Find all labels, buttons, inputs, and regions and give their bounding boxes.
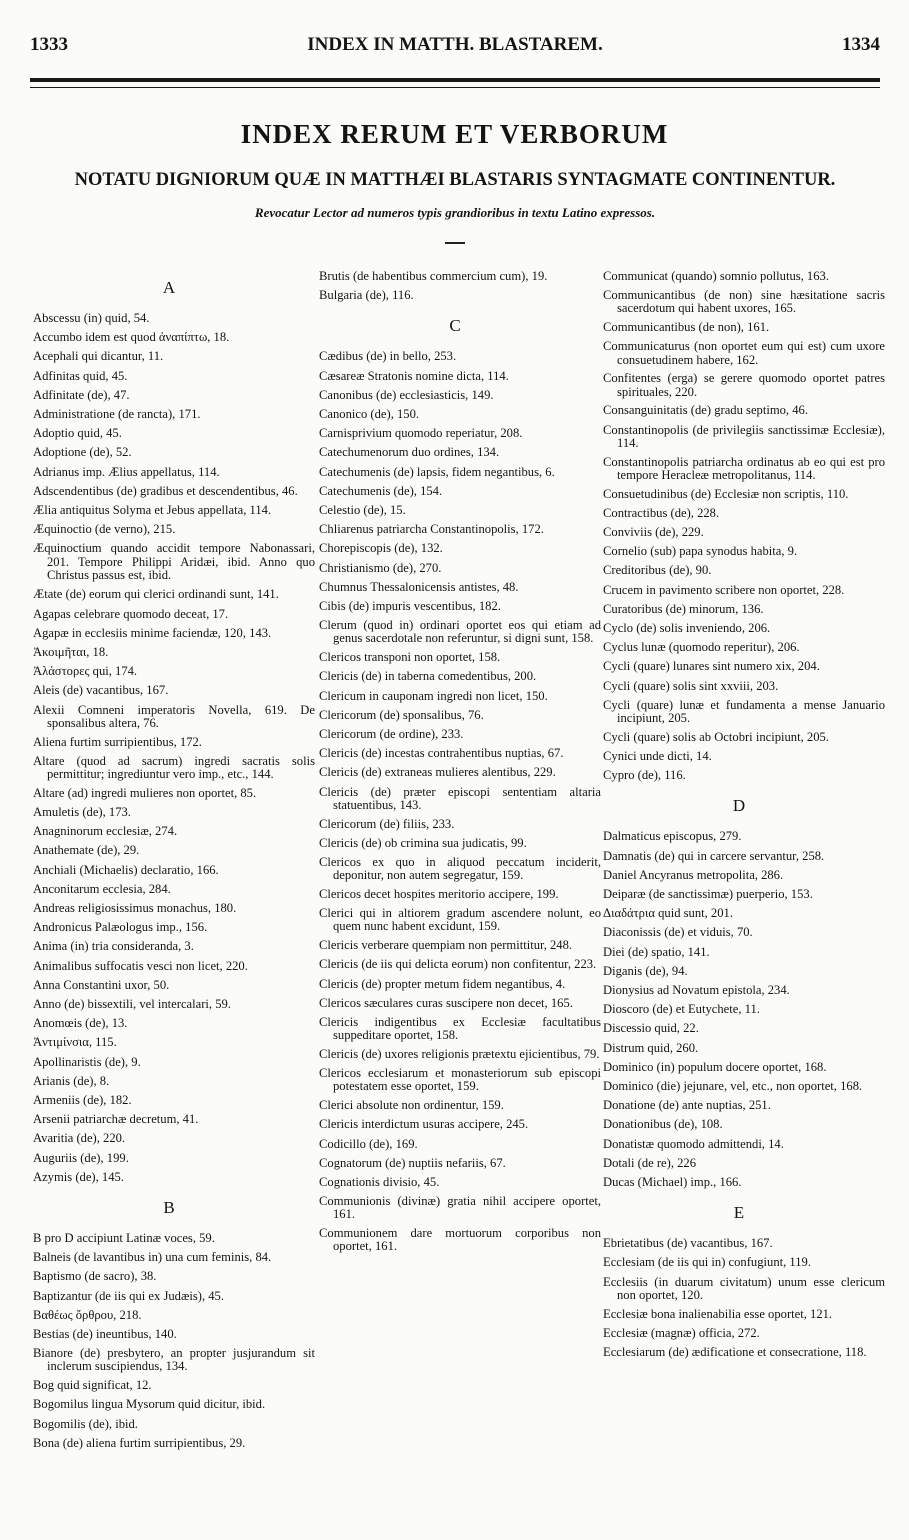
index-entry: Avaritia (de), 220. [33, 1131, 126, 1146]
index-entry: Ecclesiæ (magnæ) officia, 272. [603, 1325, 760, 1340]
index-entry: Cycli (quare) solis ab Octobri incipiunt, 205. [603, 729, 829, 744]
index-entry: Arsenii patriarchæ decretum, 41. [33, 1112, 199, 1127]
index-entry: Ducas (Michael) imp., 166. [603, 1175, 742, 1189]
index-entry: Clericis indigentibus ex Ecclesiæ facultatibus suppeditare oportet, 158. [319, 1015, 601, 1043]
index-entry: Ebrietatibus (de) vacantibus, 167. [603, 1236, 773, 1251]
index-entry: Brutis (de habentibus commercium cum), 19. [319, 269, 548, 283]
title-separator [445, 242, 465, 244]
index-entry: Baptismo (de sacro), 38. [33, 1269, 157, 1284]
index-entry: Clericis (de) in taberna comedentibus, 200. [319, 669, 537, 684]
header-rule-thin [30, 87, 880, 88]
index-entry: Communicantibus (de non) sine hæsitatione sacris sacerdotum qui habent uxores, 165. [603, 288, 885, 316]
index-entry: Communionis (divinæ) gratia nihil accipere oportet, 161. [319, 1194, 601, 1222]
index-entry: Abscessu (in) quid, 54. [33, 311, 150, 325]
index-entry: Donatione (de) ante nuptias, 251. [603, 1098, 771, 1113]
reader-note: Revocatur Lector ad numeros typis grandioribus in textu Latino expressos. [254, 205, 656, 220]
index-entry: Aliena furtim surripientibus, 172. [33, 734, 202, 749]
section-letter: B [163, 1198, 175, 1217]
index-entry: Aleis (de) vacantibus, 167. [33, 683, 169, 698]
index-entry: Agapas celebrare quomodo deceat, 17. [33, 606, 229, 621]
index-entry: Clericos transponi non oportet, 158. [319, 650, 501, 665]
running-head [30, 34, 880, 62]
index-entry: Cornelio (sub) papa synodus habita, 9. [603, 544, 798, 559]
index-entry: Anathemate (de), 29. [33, 843, 140, 858]
index-entry: Ecclesiæ bona inalienabilia esse oportet, 121. [603, 1306, 833, 1321]
index-entry: Clericis (de) ob crimina sua judicatis, 99. [319, 835, 527, 850]
index-entry: Cognatorum (de) nuptiis nefariis, 67. [319, 1155, 506, 1170]
index-entry: Cycli (quare) solis sint xxviii, 203. [603, 678, 779, 693]
index-entry: Creditoribus (de), 90. [603, 563, 712, 578]
index-entry: Canonico (de), 150. [319, 407, 420, 421]
index-entry: Cædibus (de) in bello, 253. [319, 349, 457, 364]
index-entry: Cyclus lunæ (quomodo reperitur), 206. [603, 640, 800, 655]
index-entry: Dominico (in) populum docere oportet, 168. [603, 1059, 827, 1074]
index-entry: Æquinoctio (de verno), 215. [33, 522, 176, 537]
index-entry: Diganis (de), 94. [603, 963, 688, 978]
index-entry: Ecclesiis (in duarum civitatum) unum esse clericum non oportet, 120. [603, 1274, 885, 1302]
index-entry: Daniel Ancyranus metropolita, 286. [603, 867, 784, 882]
index-entry: Communicaturus (non oportet eum qui est) cum uxore consuetudinem habere, 162. [603, 339, 885, 367]
index-entry: Damnatis (de) qui in carcere servantur, 258. [603, 848, 825, 863]
index-entry: Contractibus (de), 228. [603, 505, 720, 520]
index-entry: Ætate (de) eorum qui clerici ordinandi sunt, 141. [33, 587, 279, 602]
index-entry: Deiparæ (de sanctissimæ) puerperio, 153. [603, 887, 813, 901]
section-letter: E [733, 1203, 745, 1223]
index-entry: Donationibus (de), 108. [603, 1117, 723, 1132]
index-entry: Baptizantur (de iis qui ex Judæis), 45. [33, 1288, 224, 1303]
index-entry: Altare (ad) ingredi mulieres non oportet, 85. [33, 785, 257, 800]
index-entry: Armeniis (de), 182. [33, 1093, 132, 1107]
index-entry: B pro D accipiunt Latinæ voces, 59. [33, 1231, 215, 1245]
index-entry: Bog quid significat, 12. [33, 1378, 152, 1393]
index-entry: Dionysius ad Novatum epistola, 234. [603, 983, 790, 997]
index-entry: Catechumenis (de), 154. [319, 483, 443, 498]
index-entry: Clericos sæculares curas suscipere non decet, 165. [319, 995, 573, 1010]
running-title: INDEX IN MATTH. BLASTAREM. [307, 34, 603, 55]
index-entry: Clericis (de) præter episcopi sententiam altaria statuentibus, 143. [319, 784, 601, 812]
index-entry: Arianis (de), 8. [33, 1073, 110, 1088]
index-entry: Discessio quid, 22. [603, 1021, 699, 1036]
index-entry: Celestio (de), 15. [319, 503, 406, 517]
index-entry: Bona (de) aliena furtim surripientibus, 29. [33, 1435, 246, 1450]
index-entry: Communionem dare mortuorum corporibus non oportet, 161. [319, 1226, 601, 1254]
index-entry: Cynici unde dicti, 14. [603, 749, 712, 763]
index-entry: Βαθέως ὄρθρου, 218. [33, 1307, 142, 1322]
index-entry: Cycli (quare) lunares sint numero xix, 204. [603, 659, 820, 674]
index-entry: Donatistæ quomodo admittendi, 14. [603, 1136, 784, 1151]
index-entry: Bulgaria (de), 116. [319, 288, 414, 303]
index-entry: Anagninorum ecclesiæ, 274. [33, 824, 178, 839]
index-entry: Bianore (de) presbytero, an propter jusjurandum sit inclerum suscipiendus, 134. [33, 1346, 315, 1374]
index-entry: Catechumenis (de) lapsis, fidem negantibus, 6. [319, 464, 555, 479]
index-entry: Chliarenus patriarcha Constantinopolis, 172. [319, 522, 544, 537]
index-entry: Adscendentibus (de) gradibus et descendentibus, 46. [33, 483, 298, 498]
index-entry: Animalibus suffocatis vesci non licet, 220. [33, 958, 248, 973]
index-entry: Dalmaticus episcopus, 279. [603, 829, 742, 844]
page-number-right: 1334 [842, 34, 880, 55]
index-entry: Bestias (de) ineuntibus, 140. [33, 1327, 177, 1341]
index-entry: Carnisprivium quomodo reperiatur, 208. [319, 426, 523, 441]
section-letter: D [732, 796, 746, 816]
index-entry: Διαδάτρια quid sunt, 201. [603, 906, 733, 921]
index-entry: Catechumenorum duo ordines, 134. [319, 445, 500, 460]
index-entry: Crucem in pavimento scribere non oportet, 228. [603, 582, 845, 597]
index-entry: Clericis (de) incestas contrahentibus nuptias, 67. [319, 746, 564, 761]
index-entry: Clerum (quod in) ordinari oportet eos qui etiam ad genus sacerdotale non referuntur, si digni sunt, 158. [319, 618, 601, 646]
index-entry: Anno (de) bissextili, vel intercalari, 59. [33, 997, 231, 1011]
index-entry: Anima (in) tria consideranda, 3. [33, 939, 194, 954]
index-entry: Clericorum (de) sponsalibus, 76. [319, 707, 484, 722]
index-entry: Anomœis (de), 13. [33, 1016, 128, 1031]
page-number-left: 1333 [30, 34, 68, 55]
index-entry: Ἀντιμίνσια, 115. [33, 1035, 117, 1050]
index-entry: Chumnus Thessalonicensis antistes, 48. [319, 579, 519, 594]
index-entry: Adoptione (de), 52. [33, 445, 132, 460]
index-entry: Anna Constantini uxor, 50. [33, 977, 170, 992]
index-entry: Auguriis (de), 199. [33, 1150, 129, 1165]
index-entry: Codicillo (de), 169. [319, 1136, 418, 1151]
index-entry: Constantinopolis patriarcha ordinatus ab eo qui est pro tempore Heracleæ metropolitanus, 114. [603, 454, 885, 482]
index-entry: Æquinoctium quando accidit tempore Nabonassari, 201. Tempore Philippi Aridæi, ibid. Anno quo Christus passus est, ibid. [33, 541, 315, 582]
index-entry: Dominico (die) jejunare, vel, etc., non oportet, 168. [603, 1079, 863, 1093]
index-entry: Bogomilis (de), ibid. [33, 1416, 138, 1431]
index-entry: Clericos ecclesiarum et monasteriorum sub episcopi potestatem esse oportet, 159. [319, 1066, 601, 1094]
index-entry: Clericis (de iis qui delicta eorum) non confitentur, 223. [319, 957, 597, 972]
index-entry: Dotali (de re), 226 [603, 1155, 697, 1170]
index-entry: Diaconissis (de) et viduis, 70. [603, 925, 753, 940]
index-entry: Ἀλάστορες qui, 174. [33, 664, 138, 679]
index-subtitle: NOTATU DIGNIORUM QUÆ IN MATTHÆI BLASTARIS SYNTAGMATE CONTINENTUR. [74, 170, 836, 190]
index-entry: Apollinaristis (de), 9. [33, 1054, 141, 1069]
index-entry: Diei (de) spatio, 141. [603, 944, 710, 959]
index-entry: Clericos decet hospites meritorio accipere, 199. [319, 887, 559, 901]
section-letter: A [162, 278, 176, 297]
index-entry: Clericos ex quo in aliquod peccatum inciderit, deponitur, non autem segregatur, 159. [319, 855, 601, 883]
index-entry: Andronicus Palæologus imp., 156. [33, 920, 208, 935]
header-rule-thick [30, 78, 880, 82]
index-entry: Ælia antiquitus Solyma et Jebus appellata, 114. [33, 503, 272, 517]
index-entry: Canonibus (de) ecclesiasticis, 149. [319, 387, 494, 402]
index-entry: Chorepiscopis (de), 132. [319, 541, 443, 556]
index-entry: Clericis (de) extraneas mulieres alentibus, 229. [319, 765, 556, 780]
section-letter: C [449, 316, 461, 336]
index-entry: Distrum quid, 260. [603, 1040, 699, 1055]
index-entry: Clericum in cauponam ingredi non licet, 150. [319, 688, 548, 703]
index-entry: Anchiali (Michaelis) declaratio, 166. [33, 862, 219, 877]
index-entry: Administratione (de rancta), 171. [33, 407, 201, 421]
index-entry: Clerici qui in altiorem gradum ascendere nolunt, eo quem nunc habent excidunt, 159. [319, 906, 601, 934]
index-entry: Cycli (quare) lunæ et fundamenta a mense Januario incipiunt, 205. [603, 697, 885, 725]
index-entry: Balneis (de lavantibus in) una cum feminis, 84. [33, 1250, 272, 1265]
index-entry: Cæsareæ Stratonis nomine dicta, 114. [319, 368, 509, 383]
index-entry: Cognationis divisio, 45. [319, 1175, 440, 1189]
index-entry: Curatoribus (de) minorum, 136. [603, 601, 764, 616]
index-entry: Ἀκοιμῆται, 18. [33, 645, 109, 659]
index-entry: Dioscoro (de) et Eutychete, 11. [603, 1002, 760, 1017]
index-entry: Clericis (de) uxores religionis prætextu ejicientibus, 79. [319, 1047, 600, 1061]
index-entry: Bogomilus lingua Mysorum quid dicitur, ibid. [33, 1397, 266, 1412]
index-entry: Christianismo (de), 270. [319, 560, 442, 575]
index-entry: Consuetudinibus (de) Ecclesiæ non scriptis, 110. [603, 486, 849, 501]
index-entry: Consanguinitatis (de) gradu septimo, 46. [603, 403, 808, 418]
index-title: INDEX RERUM ET VERBORUM [240, 119, 669, 149]
index-entry: Andreas religiosissimus monachus, 180. [33, 901, 237, 915]
index-entry: Adrianus imp. Ælius appellatus, 114. [33, 464, 220, 479]
index-entry: Cypro (de), 116. [603, 768, 686, 783]
index-entry: Communicantibus (de non), 161. [603, 320, 770, 335]
index-entry: Acephali qui dicantur, 11. [33, 349, 164, 364]
index-entry: Alexii Comneni imperatoris Novella, 619. De sponsalibus altera, 76. [33, 702, 315, 730]
index-entry: Clericis interdictum usuras accipere, 245. [319, 1117, 529, 1132]
index-entry: Adfinitate (de), 47. [33, 387, 130, 402]
index-entry: Ecclesiam (de iis qui in) confugiunt, 119. [603, 1255, 811, 1270]
index-entry: Clericorum (de ordine), 233. [319, 727, 464, 741]
index-entry: Constantinopolis (de privilegiis sanctissimæ Ecclesiæ), 114. [603, 422, 885, 450]
index-entry: Communicat (quando) somnio pollutus, 163. [603, 269, 829, 283]
index-entry: Altare (quod ad sacrum) ingredi sacratis solis permittitur; ingrediuntur vero imp., etc., 144. [33, 753, 315, 781]
index-entry: Clericis (de) propter metum fidem negantibus, 4. [319, 976, 566, 991]
index-entry: Agapæ in ecclesiis minime faciendæ, 120, 143. [33, 625, 272, 640]
index-entry: Conviviis (de), 229. [603, 525, 704, 539]
index-entry: Cibis (de) impuris vescentibus, 182. [319, 599, 501, 613]
index-entry: Clerici absolute non ordinentur, 159. [319, 1098, 504, 1113]
index-entry: Azymis (de), 145. [33, 1169, 124, 1184]
index-entry: Accumbo idem est quod ἀναπίπτω, 18. [33, 330, 230, 345]
index-entry: Anconitarum ecclesia, 284. [33, 881, 171, 896]
index-entry: Clericorum (de) filiis, 233. [319, 816, 455, 831]
index-entry: Confitentes (erga) se gerere quomodo oportet patres spirituales, 220. [603, 371, 885, 399]
index-entry: Amuletis (de), 173. [33, 805, 131, 819]
index-entry: Adfinitas quid, 45. [33, 368, 128, 383]
index-entry: Adoptio quid, 45. [33, 426, 122, 441]
index-entry: Ecclesiarum (de) ædificatione et consecratione, 118. [603, 1345, 867, 1359]
index-entry: Clericis verberare quempiam non permittitur, 248. [319, 938, 573, 953]
index-entry: Cyclo (de) solis inveniendo, 206. [603, 621, 771, 635]
